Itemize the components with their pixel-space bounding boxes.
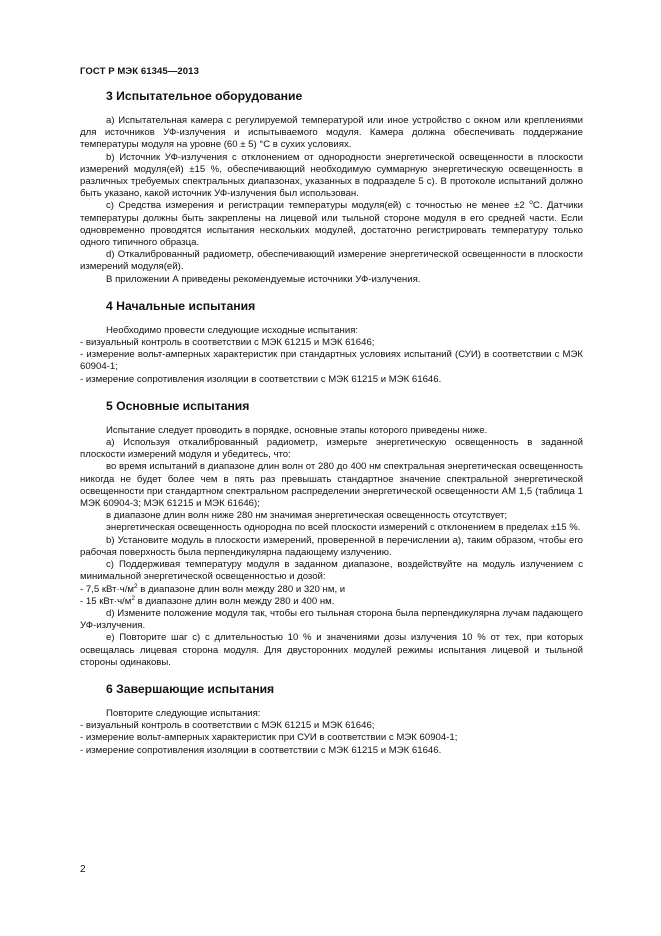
page-number: 2 [80,864,86,875]
section-5 [80,398,583,669]
paragraph [80,200,583,249]
paragraph: а) Используя откалиброванный радиометр, измерьте энергетическую освещенность в заданной плоскости измерений модуля и убедитесь, что: [80,437,583,461]
list-item: - визуальный контроль в соответствии с МЭК 61215 и МЭК 61646; [80,337,375,349]
paragraph: е) Повторите шаг с) с длительностью 10 % и значениями дозы излучения 10 % от тех, при которых освещалась лицевая сторона модуля. Для двусторонних модулей режимы испытания лицевой и тыльной стороны одинаковы. [80,632,583,668]
paragraph: Необходимо провести следующие исходные испытания: [106,324,359,336]
paragraph: d) Измените положение модуля так, чтобы его тыльная сторона была перпендикулярна лучам падающего УФ-излучения. [80,607,583,632]
text-run: в диапазоне длин волн между 280 и 320 нм, и [137,583,346,595]
section-5-title: 5 Основные испытания [106,398,250,413]
section-3-title: 3 Испытательное оборудование [106,89,303,103]
paragraph: с) Поддерживая температуру модуля в заданном диапазоне, воздействуйте на модуль излучением с минимальной энергетической освещенностью и дозой: [80,559,583,583]
superscript: 2 [131,594,135,602]
paragraph: b) Источник УФ-излучения с отклонением от однородности энергетической освещенности в плоскости измерений модуля(ей) ±15 %, обеспечивающий необходимую суммарную энергетическую освещенность в различных требуемых спектральных диапазонах, указанных в подразделе 5 с). В протоколе испытаний должно быть указано, какой источник УФ-излучения был использован. [80,151,583,200]
paragraph: d) Откалиброванный радиометр, обеспечивающий измерение энергетической освещенности в плоскости измерений модуля(ей). [80,249,583,273]
paragraph: b) Установите модуль в плоскости измерений, проверенной в перечислении а), таким образом, чтобы его рабочая поверхность была перпендикулярна падающему излучению. [80,534,583,558]
paragraph: В приложении А приведены рекомендуемые источники УФ-излучения. [106,273,421,285]
section-3 [80,88,583,286]
document-body [80,88,583,757]
list-item: - измерение сопротивления изоляции в соответствии с МЭК 61215 и МЭК 61646. [80,373,442,385]
list-item [80,584,583,596]
paragraph: в диапазоне длин волн ниже 280 нм значимая энергетическая освещенность отсутствует; [106,510,508,522]
section-4 [80,298,583,386]
paragraph: Испытание следует проводить в порядке, основные этапы которого приведены ниже. [106,424,488,436]
text-run: в диапазоне длин волн между 280 и 400 нм. [134,595,335,607]
text-run: c) Средства измерения и регистрации температуры модуля(ей) с точностью не менее ±2 [106,200,530,212]
superscript: о [529,199,533,207]
paragraph: Повторите следующие испытания: [106,707,261,719]
running-header: ГОСТ Р МЭК 61345—2013 [80,66,199,77]
list-item: - измерение сопротивления изоляции в соответствии с МЭК 61215 и МЭК 61646. [80,744,442,756]
list-item: - визуальный контроль в соответствии с МЭК 61215 и МЭК 61646; [80,720,375,732]
paragraph: во время испытаний в диапазоне длин волн от 280 до 400 нм спектральная энергетическая освещенность никогда не будет более чем в пять раз превышать стандартное значение спектральной энергетической освещенности при стандартном спектральном распределении энергетической освещенности АМ 1,5 (таблица 1 МЭК 60904-3; МЭК 61215 и МЭК 61646); [80,461,583,510]
paragraph: a) Испытательная камера с регулируемой температурой или иное устройство с окном или креплениями для источников УФ-излучения и испытываемого модуля. Камера должна обеспечивать поддержание температуры модуля на уровне (60 ± 5) °С в сухих условиях. [80,115,583,151]
section-6-title: 6 Завершающие испытания [106,681,275,696]
text-run: - 7,5 кВт·ч/м [80,583,134,595]
superscript: 2 [134,582,138,590]
paragraph: энергетическая освещенность однородна по всей плоскости измерений с отклонением в пределах ±15 %. [106,522,581,534]
text-run: С. Датчики температуры должны быть закреплены на лицевой или тыльной стороне модуля в его средней части. Если одновременно проводятся испытания нескольких модулей, достаточно регистрировать температуру только одного типичного образца. [80,200,583,249]
list-item: - измерение вольт-амперных характеристик при стандартных условиях испытаний (СУИ) в соответствии с МЭК 60904-1; [80,349,583,373]
text-run: - 15 кВт·ч/м [80,595,132,607]
section-4-title: 4 Начальные испытания [106,298,256,313]
list-item: - измерение вольт-амперных характеристик при СУИ в соответствии с МЭК 60904-1; [80,732,458,744]
list-item [80,596,583,608]
section-6 [80,681,583,757]
